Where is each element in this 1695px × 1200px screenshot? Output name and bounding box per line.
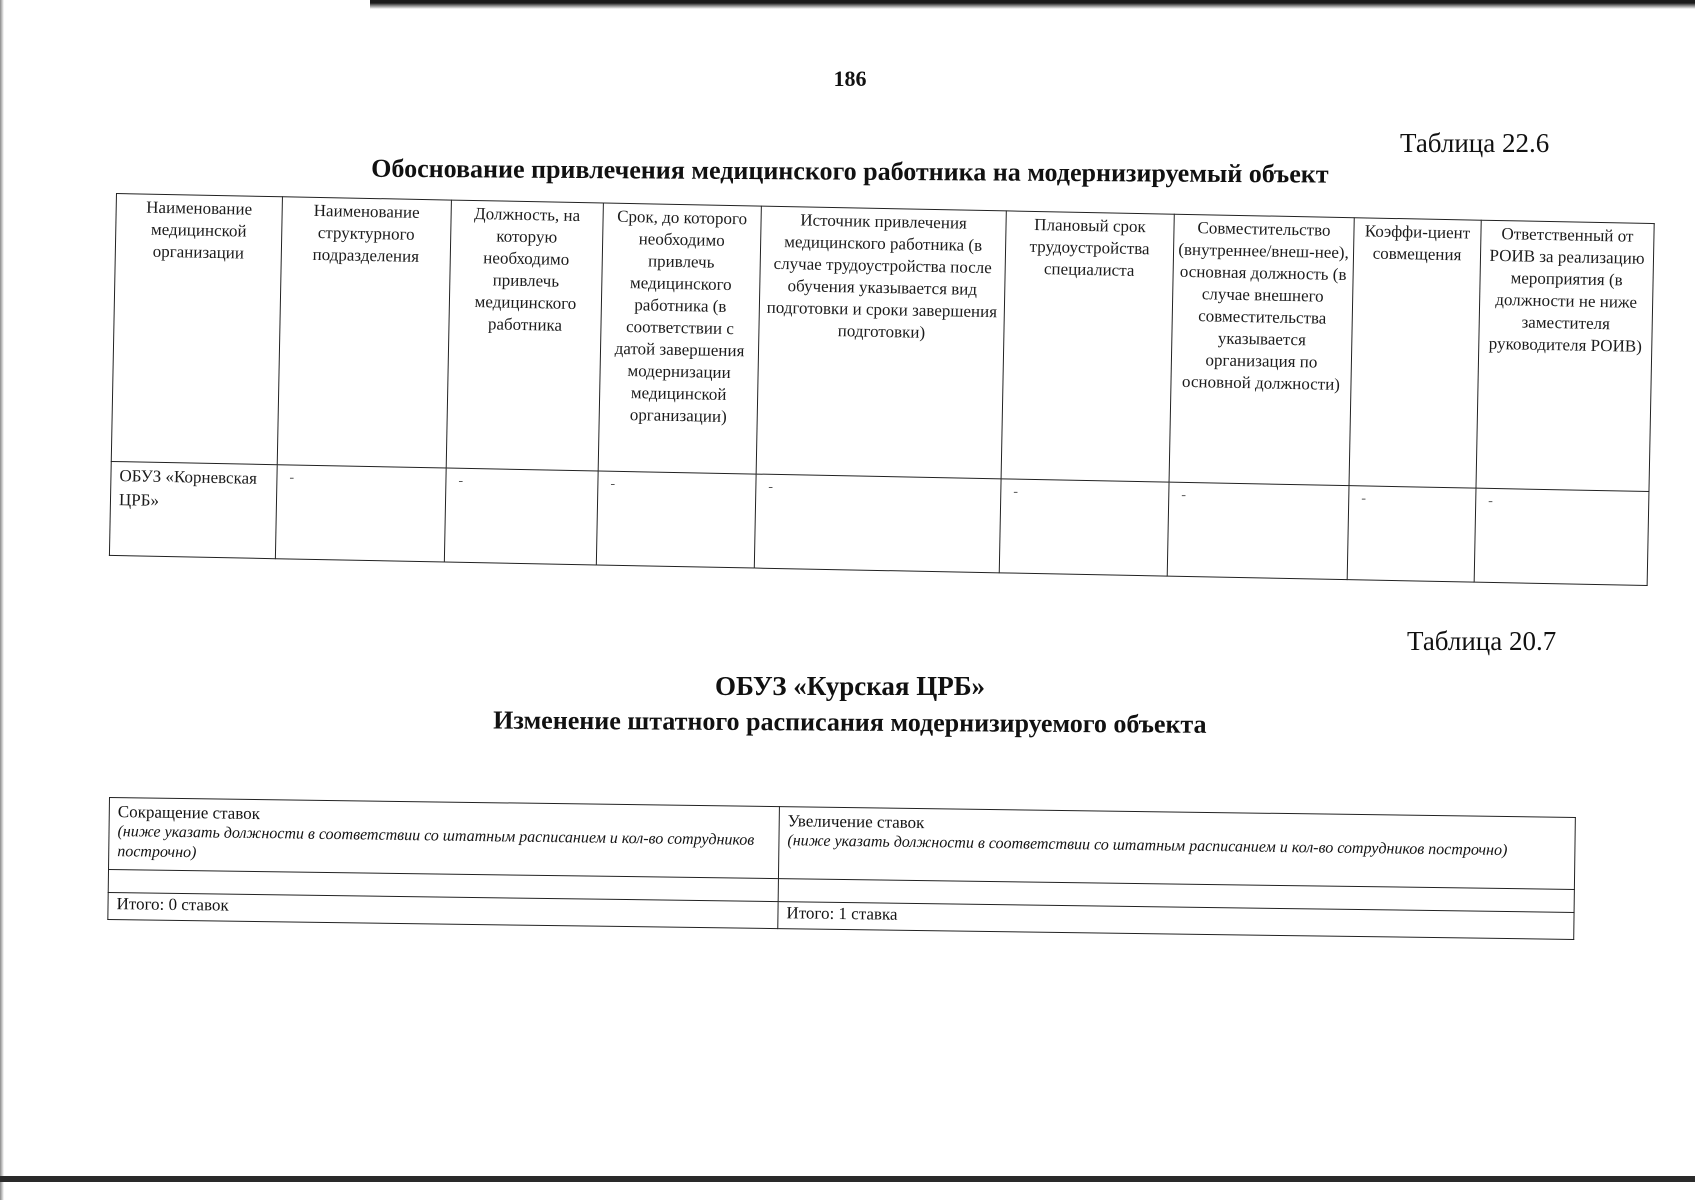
reduction-header-cell: [109, 798, 780, 879]
table-cell: -: [444, 468, 598, 565]
table-cell: -: [999, 479, 1169, 576]
scan-bottom-edge: [0, 1176, 1695, 1182]
reduction-total: Итого: 0 ставок: [108, 893, 778, 929]
column-header: Срок, до которого необходимо привлечь медицинского работника (в соответствии с датой завершения модернизации медицинской организации): [598, 203, 761, 474]
organization-cell: ОБУЗ «Корневская ЦРБ»: [109, 461, 277, 558]
increase-hint: (ниже указать должности в соответствии со штатным расписанием и кол-во сотрудников построчно): [787, 832, 1508, 860]
increase-header: Увеличение ставок: [787, 811, 925, 833]
column-header: Источник привлечения медицинского работника (в случае трудоустройства после обучения указывается вид подготовки и сроки завершения подготовки): [756, 206, 1006, 479]
column-header: Должность, на которую необходимо привлечь медицинского работника: [446, 200, 603, 471]
reduction-header: Сокращение ставок: [117, 802, 261, 824]
scan-top-edge: [370, 0, 1695, 9]
column-header: Ответственный от РОИВ за реализацию мероприятия (в должности не ниже заместителя руководителя РОИВ): [1476, 220, 1654, 491]
page-number: 186: [833, 66, 867, 91]
table-cell: -: [754, 474, 1001, 573]
table-header-row: [111, 194, 1654, 492]
table1-label: Таблица 22.6: [1400, 128, 1550, 158]
table-cell: -: [1167, 482, 1349, 580]
column-header: Совместительство (внутреннее/внеш-нее), основная должность (в случае внешнего совместительства указывается организация по основной должности): [1169, 214, 1354, 485]
increase-total: Итого: 1 ставка: [778, 902, 1574, 940]
reduction-hint: (ниже указать должности в соответствии со штатным расписанием и кол-во сотрудников построчно): [117, 823, 755, 862]
table2-title: Изменение штатного расписания модернизируемого объекта: [493, 705, 1207, 739]
column-header: Наименование структурного подразделения: [277, 197, 451, 468]
increase-header-cell: [778, 807, 1575, 890]
column-header: Наименование медицинской организации: [111, 194, 282, 465]
column-header: Коэффи-циент совмещения: [1349, 218, 1481, 488]
table2-label: Таблица 20.7: [1407, 626, 1557, 656]
table-cell: -: [596, 471, 756, 568]
scan-left-edge: [0, 0, 4, 1200]
table-cell: -: [1474, 488, 1649, 585]
table-cell: -: [275, 465, 446, 562]
table1-title: Обоснование привлечения медицинского работника на модернизируемый объект: [371, 153, 1329, 189]
staff-justification-table: [109, 193, 1655, 586]
staffing-change-table: [107, 797, 1576, 940]
column-header: Плановый срок трудоустройства специалиста: [1001, 211, 1174, 482]
table2-organization: ОБУЗ «Курская ЦРБ»: [714, 671, 986, 701]
table-cell: -: [1347, 486, 1476, 582]
